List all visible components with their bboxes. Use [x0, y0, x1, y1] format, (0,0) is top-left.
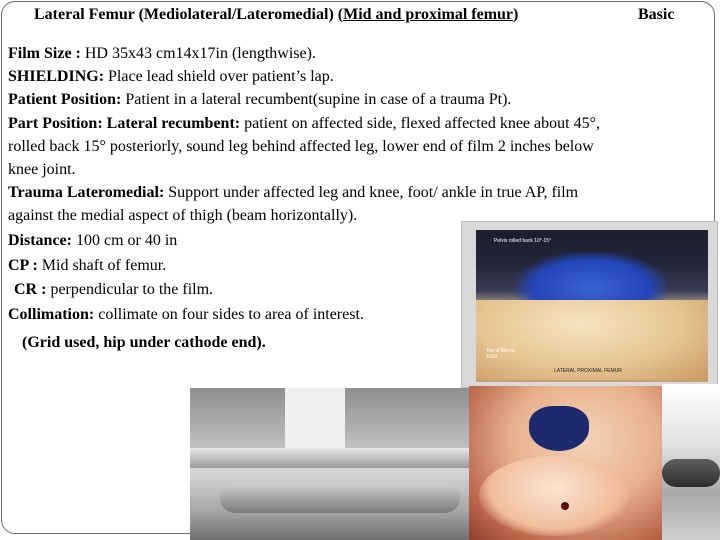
- title-underlined: Mid and proximal femur: [343, 6, 514, 23]
- shielding-label: SHIELDING:: [8, 68, 105, 86]
- distance-label: Distance:: [8, 232, 72, 249]
- patient-leg-shape: [220, 483, 460, 513]
- trauma-label: Trauma Lateromedial:: [8, 184, 165, 202]
- patient-position-text: Patient in a lateral recumbent(supine in case of a trauma Pt).: [121, 91, 512, 109]
- film-size-line: [8, 42, 620, 65]
- film-size-label: Film Size :: [8, 45, 81, 62]
- technique-block: [8, 229, 458, 356]
- caption-pelvis-rolled: Pelvis rolled back 10°-15°: [494, 238, 552, 244]
- instructions-block: [8, 42, 620, 228]
- cr-text: perpendicular to the film.: [46, 281, 214, 299]
- positioning-photo-lateral-proximal-femur: [461, 221, 718, 388]
- cp-label: CP :: [8, 256, 38, 274]
- patient-position-label: Patient Position:: [8, 91, 122, 109]
- shielding-text: Place lead shield over patient’s lap.: [104, 68, 334, 86]
- basic-label: Basic: [638, 6, 675, 23]
- title-suffix: ): [513, 6, 519, 23]
- distance-line: [8, 229, 458, 254]
- distance-text: 100 cm or 40 in: [71, 232, 178, 249]
- caption-lateral-proximal-femur: LATERAL PROXIMAL FEMUR: [554, 368, 622, 374]
- side-positioning-photo: [662, 384, 720, 540]
- centering-point-mark: [561, 502, 569, 510]
- title-prefix: Lateral Femur (Mediolateral/Lateromedial) (: [34, 6, 344, 23]
- collimation-text: collimate on four sides to area of interest.: [94, 305, 364, 323]
- cp-text: Mid shaft of femur.: [37, 256, 167, 274]
- patient-thigh-closeup-photo: [469, 386, 662, 540]
- cp-line: [8, 254, 458, 279]
- swimsuit-shape: [529, 406, 589, 451]
- patient-leg-shape: [662, 459, 720, 487]
- thigh-shape: [479, 456, 629, 536]
- cr-label: CR :: [14, 281, 47, 299]
- part-position-label: Part Position: Lateral recumbent:: [8, 114, 241, 132]
- slide-title: [34, 6, 518, 24]
- caption-top-of-film: Top of film to ASIS: [486, 348, 515, 360]
- film-size-text: HD 35x43 cm14x17in (lengthwise).: [80, 45, 316, 62]
- table-edge-shape: [190, 448, 470, 468]
- part-position-text: patient on affected side, flexed affected knee about 45°, rolled back 15° posteriorly, sound leg behind affected leg, lower end of film 2 inches below knee joint.: [8, 114, 600, 179]
- collimation-line: [8, 303, 458, 328]
- trauma-text: Support under affected leg and knee, foot/ ankle in true AP, film against the medial aspect of thigh (beam horizontally).: [8, 184, 579, 225]
- radiography-table-photo: [190, 388, 470, 540]
- part-position-line: [8, 112, 620, 182]
- shielding-line: [8, 65, 620, 88]
- cr-line: [8, 278, 458, 303]
- photo-scene: [476, 230, 708, 382]
- grid-note: (Grid used, hip under cathode end).: [22, 334, 266, 352]
- patient-position-line: [8, 88, 620, 111]
- collimation-label: Collimation:: [8, 305, 95, 323]
